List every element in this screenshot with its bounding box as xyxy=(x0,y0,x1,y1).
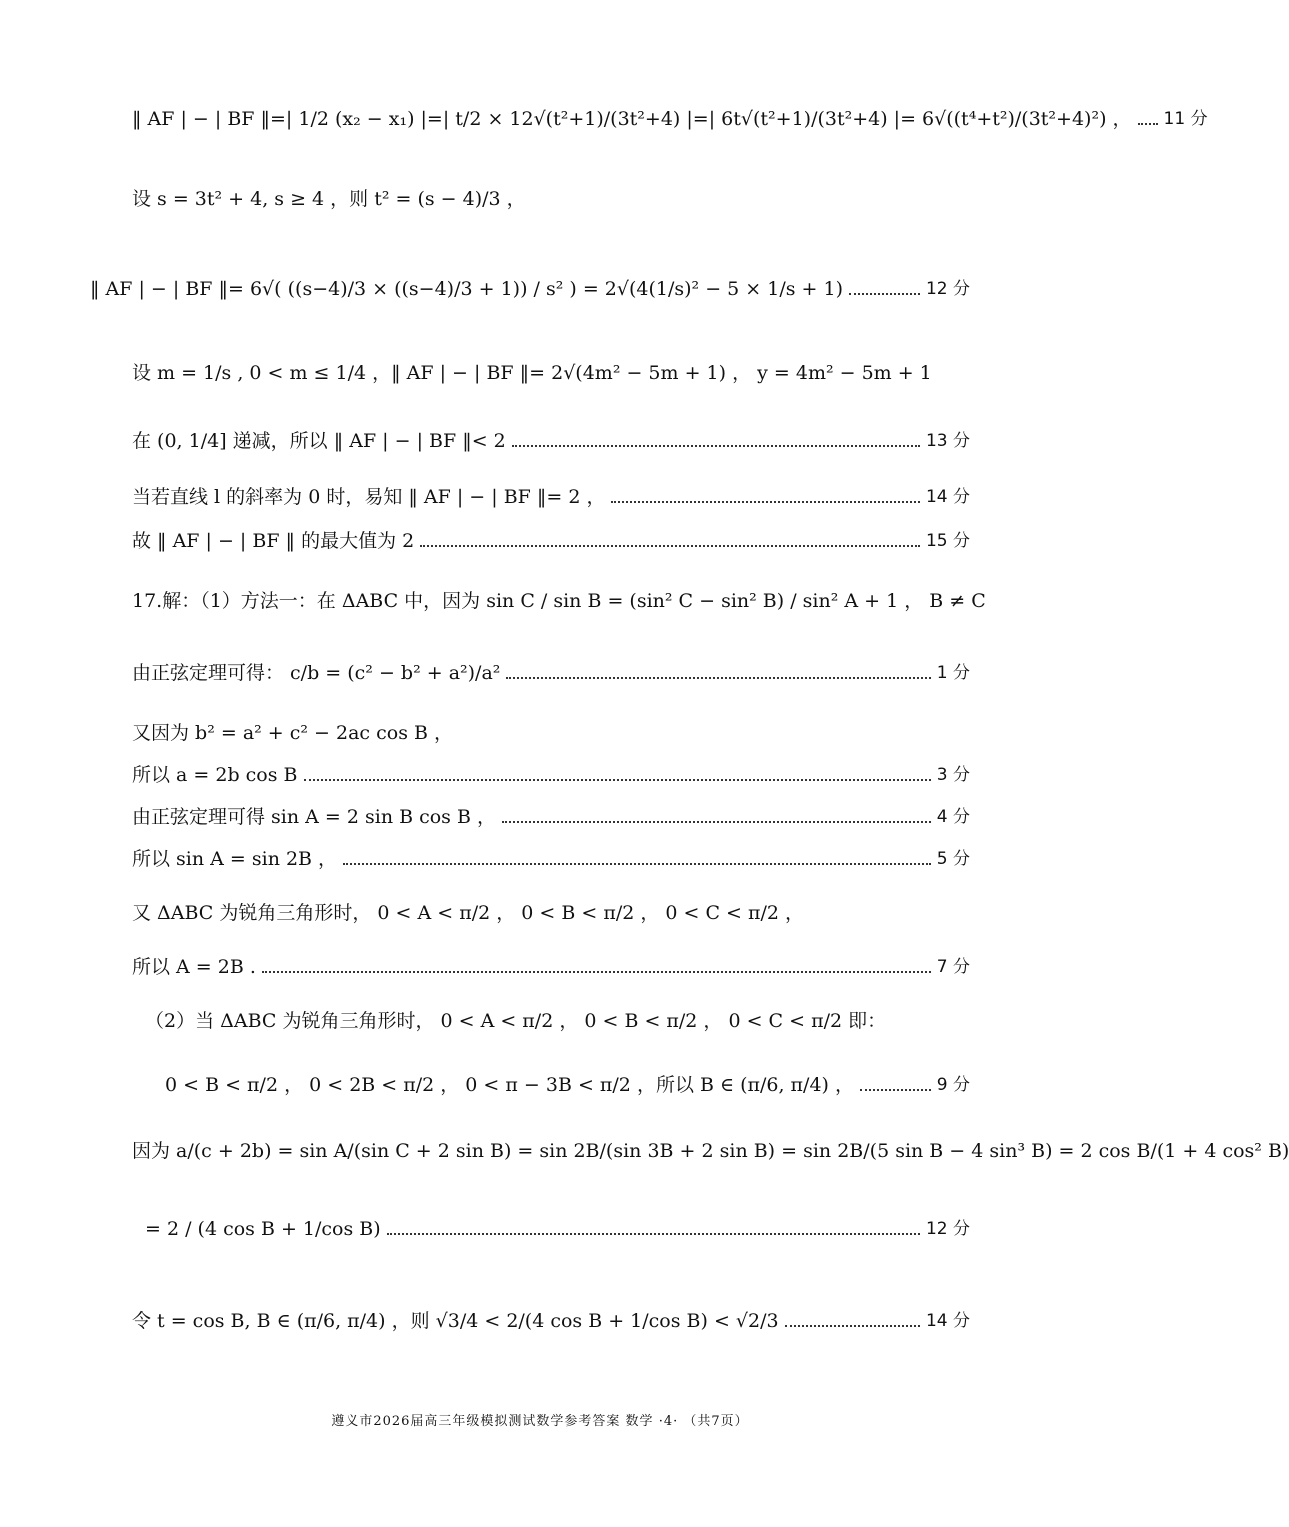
formula-text: 当若直线 l 的斜率为 0 时，易知 ‖ AF | − | BF ‖= 2 ， xyxy=(132,486,606,508)
score-label: 5 分 xyxy=(936,849,970,870)
dot-leader xyxy=(343,863,931,865)
score-label: 9 分 xyxy=(936,1075,970,1096)
answer-line-16 xyxy=(145,1010,970,1033)
answer-line-20 xyxy=(132,1310,970,1333)
formula-text: 令 t = cos B, B ∈ (π/6, π/4) ，则 √3/4 < 2/(4 cos B + 1/cos B) < √2/3 xyxy=(132,1310,779,1332)
answer-line-17 xyxy=(165,1074,970,1097)
formula-text: ‖ AF | − | BF ‖= 6√( ((s−4)/3 × ((s−4)/3 + 1)) / s² ) = 2√(4(1/s)² − 5 × 1/s + 1) xyxy=(90,278,844,300)
score-label: 3 分 xyxy=(936,765,970,786)
dot-leader xyxy=(1138,123,1158,125)
score-label: 12 分 xyxy=(925,279,970,300)
answer-line-12 xyxy=(132,806,970,829)
score-label: 1 分 xyxy=(936,663,970,684)
dot-leader xyxy=(502,821,931,823)
answer-line-3 xyxy=(90,278,970,301)
answer-line-19 xyxy=(145,1218,970,1241)
dot-leader xyxy=(611,501,919,503)
dot-leader xyxy=(387,1233,920,1235)
answer-line-15 xyxy=(132,956,970,979)
formula-text: 0 < B < π/2 ， 0 < 2B < π/2 ， 0 < π − 3B < π/2 ，所以 B ∈ (π/6, π/4) ， xyxy=(165,1074,854,1096)
score-label: 11 分 xyxy=(1163,109,1208,130)
dot-leader xyxy=(512,445,920,447)
formula-text: 由正弦定理可得： c/b = (c² − b² + a²)/a² xyxy=(132,662,501,684)
answer-line-9 xyxy=(132,662,970,685)
score-label: 15 分 xyxy=(925,531,970,552)
answer-line-6 xyxy=(132,486,970,509)
formula-text: 设 m = 1/s , 0 < m ≤ 1/4 ，‖ AF | − | BF ‖= 2√(4m² − 5m + 1) ， y = 4m² − 5m + 1 xyxy=(132,362,932,384)
formula-text: 设 s = 3t² + 4, s ≥ 4 ，则 t² = (s − 4)/3 ， xyxy=(132,188,526,210)
dot-leader xyxy=(860,1089,931,1091)
formula-text: = 2 / (4 cos B + 1/cos B) xyxy=(145,1218,381,1240)
dot-leader xyxy=(304,779,931,781)
page-footer: 遵义市2026届高三年级模拟测试数学参考答案 数学 ·4· （共7页） xyxy=(331,1414,749,1429)
formula-text: 所以 sin A = sin 2B ， xyxy=(132,848,338,870)
answer-line-11 xyxy=(132,764,970,787)
score-label: 12 分 xyxy=(925,1219,970,1240)
formula-text: 所以 a = 2b cos B xyxy=(132,764,298,786)
formula-text: 因为 a/(c + 2b) = sin A/(sin C + 2 sin B) = sin 2B/(sin 3B + 2 sin B) = sin 2B/(5 sin B − 4 sin³ B) = 2 cos B/(1 + 4 cos² B) xyxy=(132,1140,1289,1162)
formula-text: 故 ‖ AF | − | BF ‖ 的最大值为 2 xyxy=(132,530,415,552)
formula-text: 由正弦定理可得 sin A = 2 sin B cos B ， xyxy=(132,806,496,828)
answer-line-5 xyxy=(132,430,970,453)
answer-line-2 xyxy=(132,188,970,211)
answer-line-4 xyxy=(132,362,970,385)
answer-line-14 xyxy=(132,902,970,925)
formula-text: 所以 A = 2B . xyxy=(132,956,256,978)
score-label: 13 分 xyxy=(925,431,970,452)
score-label: 7 分 xyxy=(936,957,970,978)
formula-text: （2）当 ΔABC 为锐角三角形时， 0 < A < π/2 ， 0 < B < π/2 ， 0 < C < π/2 即： xyxy=(145,1010,887,1032)
formula-text: 在 (0, 1/4] 递减，所以 ‖ AF | − | BF ‖< 2 xyxy=(132,430,506,452)
formula-text: 17.解：（1）方法一：在 ΔABC 中，因为 sin C / sin B = (sin² C − sin² B) / sin² A + 1 ， B ≠ C xyxy=(132,590,986,612)
dot-leader xyxy=(262,971,931,973)
dot-leader xyxy=(849,293,920,295)
dot-leader xyxy=(506,677,930,679)
answer-line-13 xyxy=(132,848,970,871)
answer-line-7 xyxy=(132,530,970,553)
dot-leader xyxy=(785,1325,920,1327)
dot-leader xyxy=(420,545,920,547)
score-label: 14 分 xyxy=(925,1311,970,1332)
problem-17-heading xyxy=(132,590,986,613)
score-label: 14 分 xyxy=(925,487,970,508)
formula-text: 又 ΔABC 为锐角三角形时， 0 < A < π/2 ， 0 < B < π/2 ， 0 < C < π/2 ， xyxy=(132,902,805,924)
score-label: 4 分 xyxy=(936,807,970,828)
answer-line-1 xyxy=(132,108,1208,131)
answer-line-10 xyxy=(132,722,970,745)
formula-text: 又因为 b² = a² + c² − 2ac cos B ， xyxy=(132,722,453,744)
formula-text: ‖ AF | − | BF ‖=| 1/2 (x₂ − x₁) |=| t/2 × 12√(t²+1)/(3t²+4) |=| 6t√(t²+1)/(3t²+4) |= 6√((t⁴+t²)/(3t²+4)²) ， xyxy=(132,108,1132,130)
answer-line-18 xyxy=(132,1140,1289,1163)
